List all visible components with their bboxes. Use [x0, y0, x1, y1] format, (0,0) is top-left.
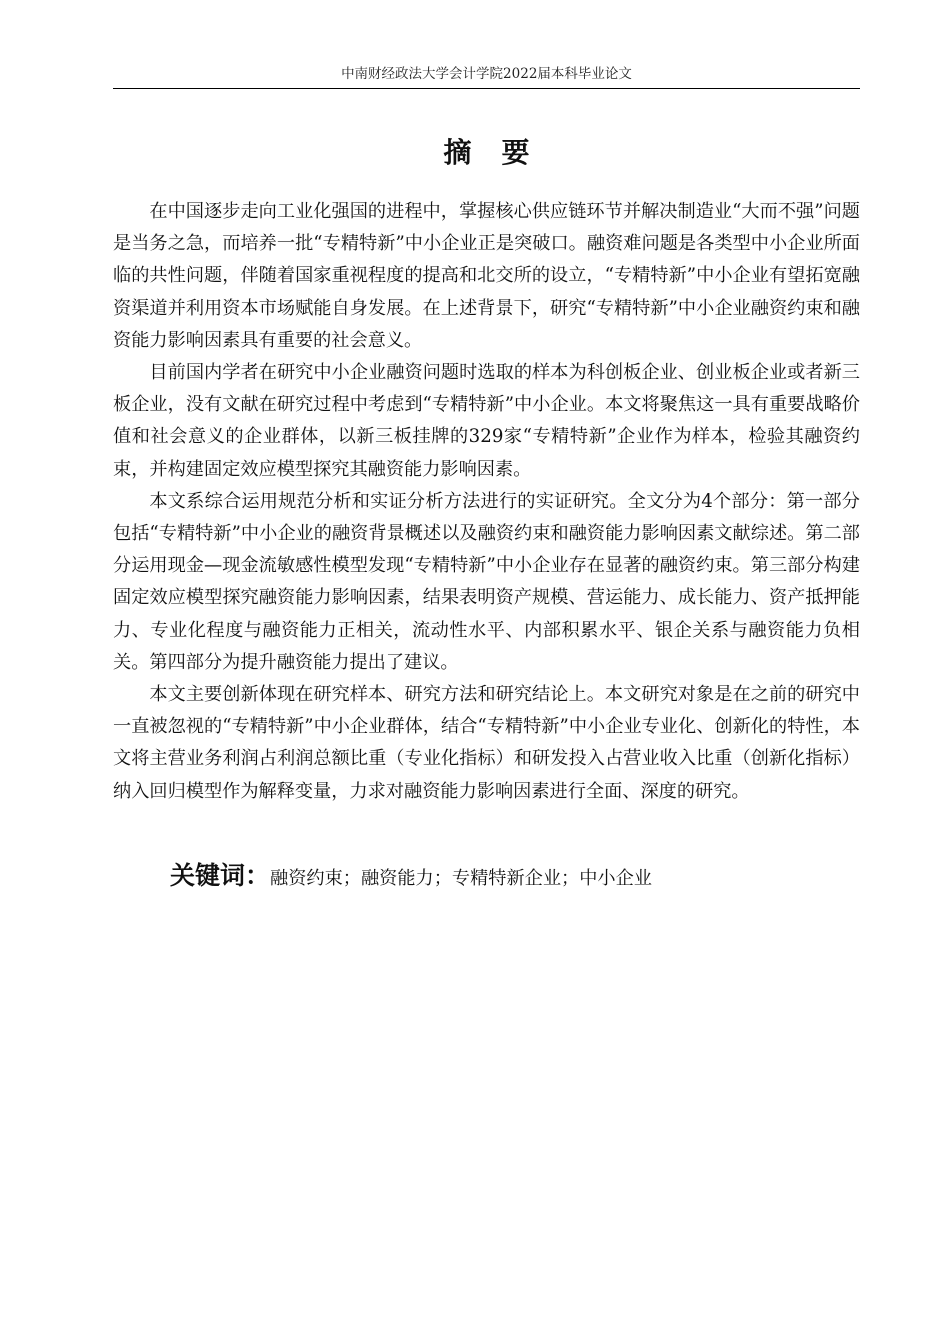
- keywords-value: 融资约束；融资能力；专精特新企业；中小企业: [270, 868, 652, 889]
- abstract-title: 摘要: [443, 136, 560, 169]
- abstract-paragraph-4: 本文主要创新体现在研究样本、研究方法和研究结论上。本文研究对象是在之前的研究中一直被忽视的“专精特新”中小企业群体，结合“专精特新”中小企业专业化、创新化的特性，本文将主营业务利润占利润总额比重（专业化指标）和研发投入占营业收入比重（创新化指标）纳入回归模型作为解释变量，力求对融资能力影响因素进行全面、深度的研究。: [113, 684, 860, 802]
- abstract-paragraph-1: 在中国逐步走向工业化强国的进程中，掌握核心供应链环节并解决制造业“大而不强”问题是当务之急，而培养一批“专精特新”中小企业正是突破口。融资难问题是各类型中小企业所面临的共性问题，伴随着国家重视程度的提高和北交所的设立，“专精特新”中小企业有望拓宽融资渠道并利用资本市场赋能自身发展。在上述背景下，研究“专精特新”中小企业融资约束和融资能力影响因素具有重要的社会意义。: [113, 201, 860, 351]
- running-header-text: 中南财经政法大学会计学院2022届本科毕业论文: [341, 66, 632, 82]
- keywords-line: [170, 856, 860, 899]
- keywords-label: 关键词：: [170, 861, 271, 890]
- abstract-paragraph-3: 本文系综合运用规范分析和实证分析方法进行的实证研究。全文分为4个部分：第一部分包括“专精特新”中小企业的融资背景概述以及融资约束和融资能力影响因素文献综述。第二部分运用现金—现金流敏感性模型发现“专精特新”中小企业存在显著的融资约束。第三部分构建固定效应模型探究融资能力影响因素，结果表明资产规模、营运能力、成长能力、资产抵押能力、专业化程度与融资能力正相关，流动性水平、内部积累水平、银企关系与融资能力负相关。第四部分为提升融资能力提出了建议。: [113, 490, 860, 673]
- abstract-body: [113, 196, 860, 808]
- running-header: [113, 64, 860, 89]
- abstract-paragraph-2: 目前国内学者在研究中小企业融资问题时选取的样本为科创板企业、创业板企业或者新三板企业，没有文献在研究过程中考虑到“专精特新”中小企业。本文将聚焦这一具有重要战略价值和社会意义的企业群体，以新三板挂牌的329家“专精特新”企业作为样本，检验其融资约束，并构建固定效应模型探究其融资能力影响因素。: [113, 362, 860, 480]
